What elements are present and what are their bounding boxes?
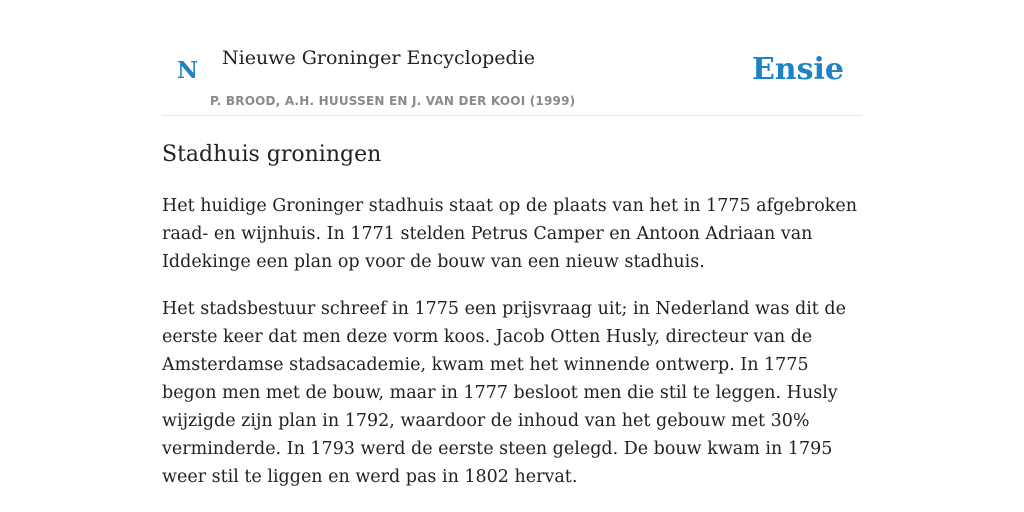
encyclopedia-logo[interactable]: N xyxy=(177,57,199,84)
ensie-brand-logo[interactable]: Ensie xyxy=(751,52,844,87)
article-paragraph: Het huidige Groninger stadhuis staat op de plaats van het in 1775 afgebroken raad- en wijnhuis. In 1771 stelden Petrus Camper en Antoon Adriaan van Iddekinge een plan op voor de bouw van een nieuw stadhuis. xyxy=(162,196,857,272)
encyclopedia-title[interactable]: Nieuwe Groninger Encyclopedie xyxy=(222,47,536,69)
article-paragraph: Het stadsbestuur schreef in 1775 een prijsvraag uit; in Nederland was dit de eerste keer dat men deze vorm koos. Jacob Otten Husly, directeur van de Amsterdamse stadsacademie, kwam met het winnende ontwerp. In 1775 begon men met de bouw, maar in 1777 besloot men die stil te leggen. Husly wijzigde zijn plan in 1792, waardoor de inhoud van het gebouw met 30% verminderde. In 1793 werd de eerste steen gelegd. De bouw kwam in 1795 weer stil te liggen en werd pas in 1802 hervat. xyxy=(162,299,846,487)
article-body xyxy=(162,192,862,510)
authors-line: P. BROOD, A.H. HUUSSEN EN J. VAN DER KOOI (1999) xyxy=(210,94,576,108)
encyclopedia-header xyxy=(162,0,862,116)
article-title: Stadhuis groningen xyxy=(162,142,382,167)
